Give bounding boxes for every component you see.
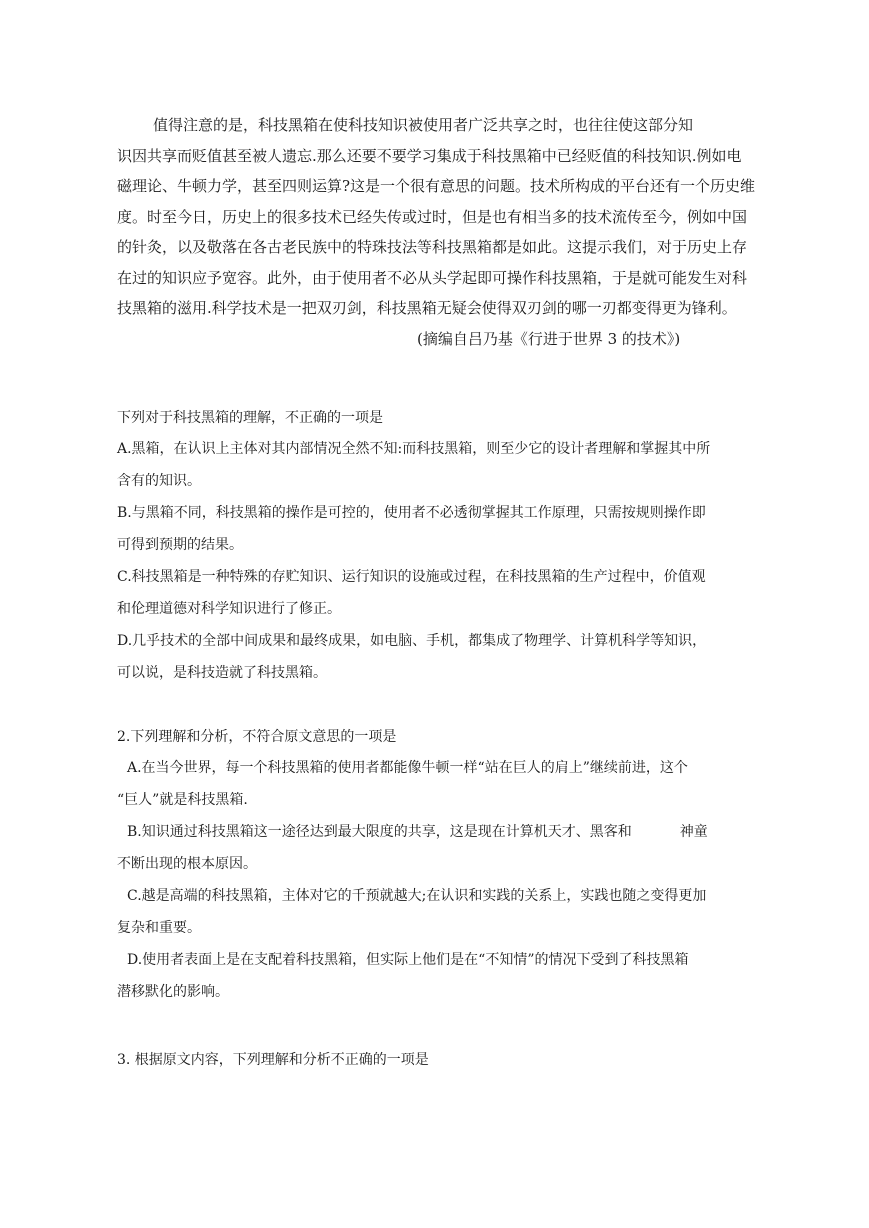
passage-line: 识因共享而贬值甚至被人遗忘.那么还要不要学习集成于科技黑箱中已经贬值的科技知识.例如电 xyxy=(117,146,742,165)
question-2-title: 2.下列理解和分析，不符合原文意思的一项是 xyxy=(117,728,397,745)
option-1a-line1: A.黑箱，在认识上主体对其内部情况全然不知:而科技黑箱，则至少它的设计者理解和掌握其中所 xyxy=(117,440,711,457)
option-2d-line1: D.使用者表面上是在支配着科技黑箱，但实际上他们是在“不知情”的情况下受到了科技黑箱 xyxy=(127,951,689,968)
passage-line: 的针灸，以及敬落在各古老民族中的特珠技法等科技黑箱都是如此。这提示我们，对于历史上存 xyxy=(117,238,748,256)
option-1b-line2: 可得到预期的结果。 xyxy=(117,536,243,553)
passage-line: 度。时至今日，历史上的很多技术已经失传或过时，但是也有相当多的技术流传至今，例如中国 xyxy=(117,207,748,226)
option-2b-line2: 不断出现的根本原因。 xyxy=(117,855,257,872)
passage-line: 值得注意的是，科技黑箱在使科技知识被使用者广泛共享之时，也往往使这部分知 xyxy=(153,116,694,134)
question-2 xyxy=(117,723,769,1008)
question-3-title: 3. 根据原文内容，下列理解和分析不正确的一项是 xyxy=(117,1051,429,1068)
option-2a-line2: “巨人”就是科技黑箱. xyxy=(117,791,248,808)
question-1 xyxy=(117,404,769,689)
passage-source: (摘编自吕乃基《行进于世界 3 的技术》) xyxy=(417,329,681,348)
option-2b-line1 xyxy=(117,816,769,848)
option-1d-line2: 可以说，是科技造就了科技黑箱。 xyxy=(117,664,327,681)
question-3 xyxy=(117,1046,769,1075)
option-2b-text: B.知识通过科技黑箱这一途径达到最大限度的共享，这是现在计算机天才、黑客和 xyxy=(127,823,632,840)
option-1a-line2: 含有的知识。 xyxy=(117,472,201,489)
question-1-title: 下列对于科技黑箱的理解，不正确的一项是 xyxy=(117,409,383,426)
passage-line: 磁理论、牛顿力学，甚至四则运算?这是一个很有意思的问题。技术所构成的平台还有一个历史维 xyxy=(117,177,756,195)
option-1b-line1: B.与黑箱不同，科技黑箱的操作是可控的，使用者不必透彻掌握其工作原理，只需按规则操作即 xyxy=(117,504,706,521)
option-2b-text-tail: 神童 xyxy=(679,823,708,840)
option-1c-line1: C.科技黑箱是一种特殊的存贮知识、运行知识的设施或过程，在科技黑箱的生产过程中，价值观 xyxy=(117,568,706,585)
passage-line: 技黑箱的滋用.科学技术是一把双刃剑，科技黑箱无疑会使得双刃剑的哪一刃都变得更为锋利。 xyxy=(117,299,737,317)
option-2a-line1: A.在当今世界，每一个科技黑箱的使用者都能像牛顿一样“站在巨人的肩上”继续前进，这个 xyxy=(127,759,688,776)
option-2d-line2: 潜移默化的影响。 xyxy=(117,983,229,1000)
option-2c-line2: 复杂和重要。 xyxy=(117,919,201,936)
passage-line: 在过的知识应予宽容。此外，由于使用者不必从头学起即可操作科技黑箱，于是就可能发生对科 xyxy=(117,268,748,287)
option-1c-line2: 和伦理道德对科学知识进行了修正。 xyxy=(117,600,341,617)
passage xyxy=(117,110,769,354)
option-1d-line1: D.几乎技术的全部中间成果和最终成果，如电脑、手机，都集成了物理学、计算机科学等知识， xyxy=(117,632,707,649)
option-2c-line1: C.越是高端的科技黑箱，主体对它的千预就越大;在认识和实践的关系上，实践也随之变得更加 xyxy=(127,887,707,904)
